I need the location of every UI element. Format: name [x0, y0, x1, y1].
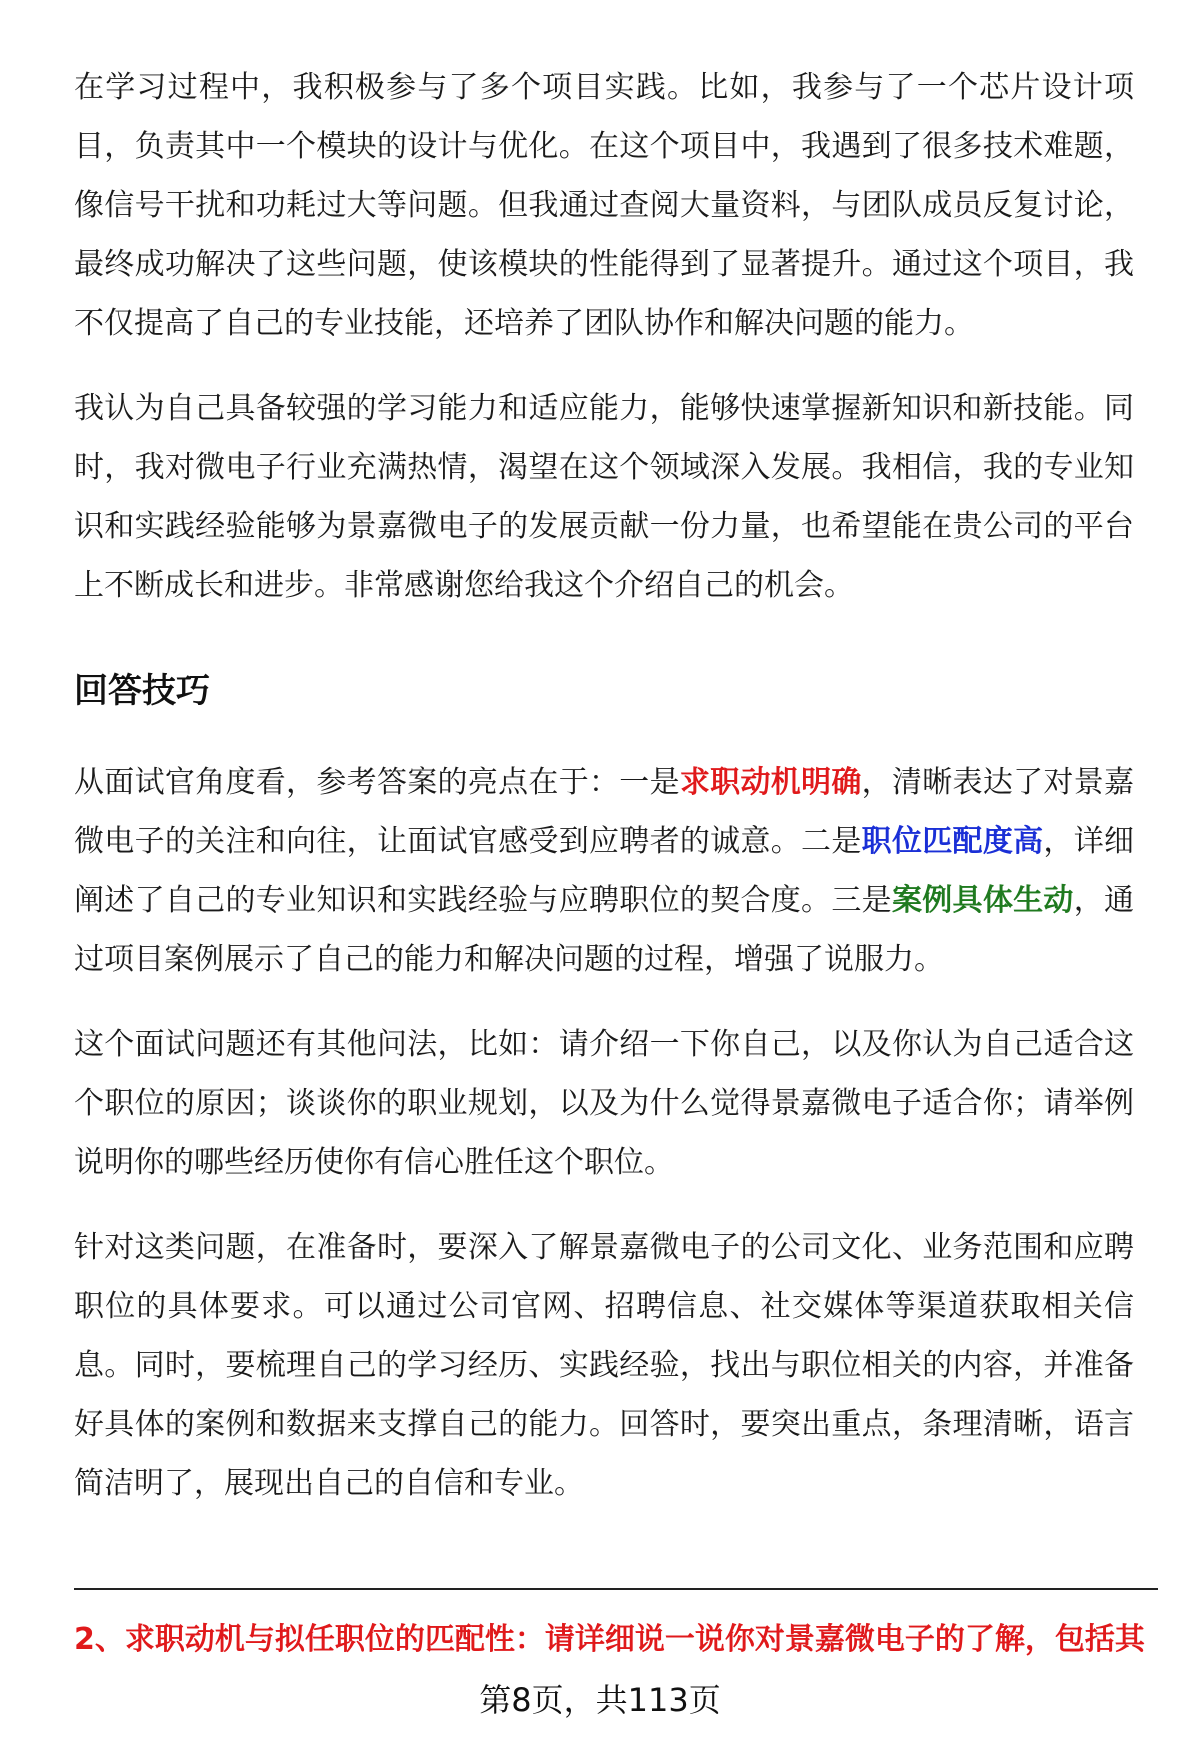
- tips-text-3: ，通过项目案例展示了自己的能力和解决问题的过程，增强了说服力。: [74, 883, 1135, 977]
- paragraph-project-experience: 在学习过程中，我积极参与了多个项目实践。比如，我参与了一个芯片设计项目，负责其中一个模块的设计与优化。在这个项目中，我遇到了很多技术难题，像信号干扰和功耗过大等问题。但我通过查阅大量资料，与团队成员反复讨论，最终成功解决了这些问题，使该模块的性能得到了显著提升。通过这个项目，我不仅提高了自己的专业技能，还培养了团队协作和解决问题的能力。: [74, 70, 1134, 341]
- paragraph-alternative-questions: 这个面试问题还有其他问法，比如：请介绍一下你自己，以及你认为自己适合这个职位的原因；谈谈你的职业规划，以及为什么觉得景嘉微电子适合你；请举例说明你的哪些经历使你有信心胜任这个职位。: [74, 1027, 1134, 1180]
- section-divider: [74, 1588, 1158, 1590]
- tips-intro-text: 从面试官角度看，参考答案的亮点在于：一是: [74, 765, 680, 800]
- document-body: [74, 58, 1134, 1513]
- highlight-motivation: 求职动机明确: [679, 765, 862, 800]
- paragraph-preparation-advice: 针对这类问题，在准备时，要深入了解景嘉微电子的公司文化、业务范围和应聘职位的具体要求。可以通过公司官网、招聘信息、社交媒体等渠道获取相关信息。同时，要梳理自己的学习经历、实践经验，找出与职位相关的内容，并准备好具体的案例和数据来支撑自己的能力。回答时，要突出重点，条理清晰，语言简洁明了，展现出自己的自信和专业。: [74, 1230, 1134, 1501]
- page-number-footer: 第8页，共113页: [479, 1681, 721, 1719]
- paragraph-tips-highlights: [74, 753, 1134, 989]
- tips-text-2: ，详细阐述了自己的专业知识和实践经验与应聘职位的契合度。三是: [74, 824, 1135, 918]
- section-heading-answer-tips: 回答技巧: [74, 671, 210, 711]
- highlight-specific-cases: 案例具体生动: [891, 883, 1074, 918]
- tips-text-1: ，清晰表达了对景嘉微电子的关注和向往，让面试官感受到应聘者的诚意。二是: [74, 765, 1135, 859]
- highlight-position-match: 职位匹配度高: [861, 824, 1044, 859]
- next-question-heading: 2、求职动机与拟任职位的匹配性：请详细说一说你对景嘉微电子的了解，包括其: [74, 1622, 1145, 1657]
- paragraph-self-assessment: 我认为自己具备较强的学习能力和适应能力，能够快速掌握新知识和新技能。同时，我对微电子行业充满热情，渴望在这个领域深入发展。我相信，我的专业知识和实践经验能够为景嘉微电子的发展贡献一份力量，也希望能在贵公司的平台上不断成长和进步。非常感谢您给我这个介绍自己的机会。: [74, 391, 1134, 603]
